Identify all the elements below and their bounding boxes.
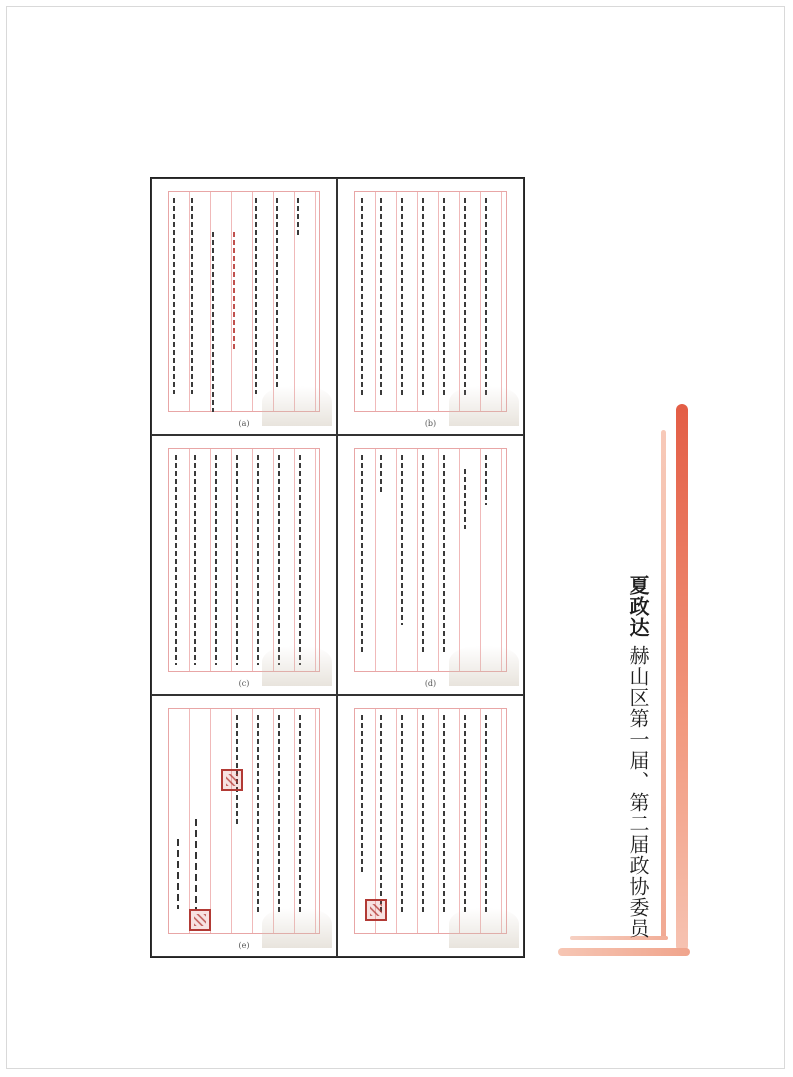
page-number: (a) [238,419,250,428]
signature-date [195,819,197,909]
ink-wash-decoration [449,908,519,948]
page-number: (b) [424,419,437,428]
ruled-paper [354,448,507,672]
letter-page-d [337,435,524,695]
accent-bar-vertical [676,404,688,952]
seal-stamp [365,899,387,921]
letter-page-b [337,178,524,435]
letter-page-f [337,695,524,957]
ruled-paper [168,191,320,412]
ruled-paper [168,448,320,672]
ruled-paper [354,191,507,412]
person-name: 夏政达 [626,575,650,638]
page-number: (e) [238,941,250,950]
person-role: 赫山区第一届、第二届政协委员 [626,645,650,939]
page-number: (c) [238,679,250,688]
accent-bar-horizontal-thin [570,936,668,940]
handwritten-letter-grid [150,177,525,958]
accent-bar-vertical-thin [661,430,666,940]
accent-bar-horizontal [558,948,690,956]
seal-stamp [189,909,211,931]
letter-page-a [151,178,337,435]
seal-stamp [221,769,243,791]
page-number: (d) [424,679,437,688]
ruled-paper [168,708,320,934]
letter-page-c [151,435,337,695]
letter-page-e [151,695,337,957]
ruled-paper [354,708,507,934]
signature-name [177,839,179,909]
